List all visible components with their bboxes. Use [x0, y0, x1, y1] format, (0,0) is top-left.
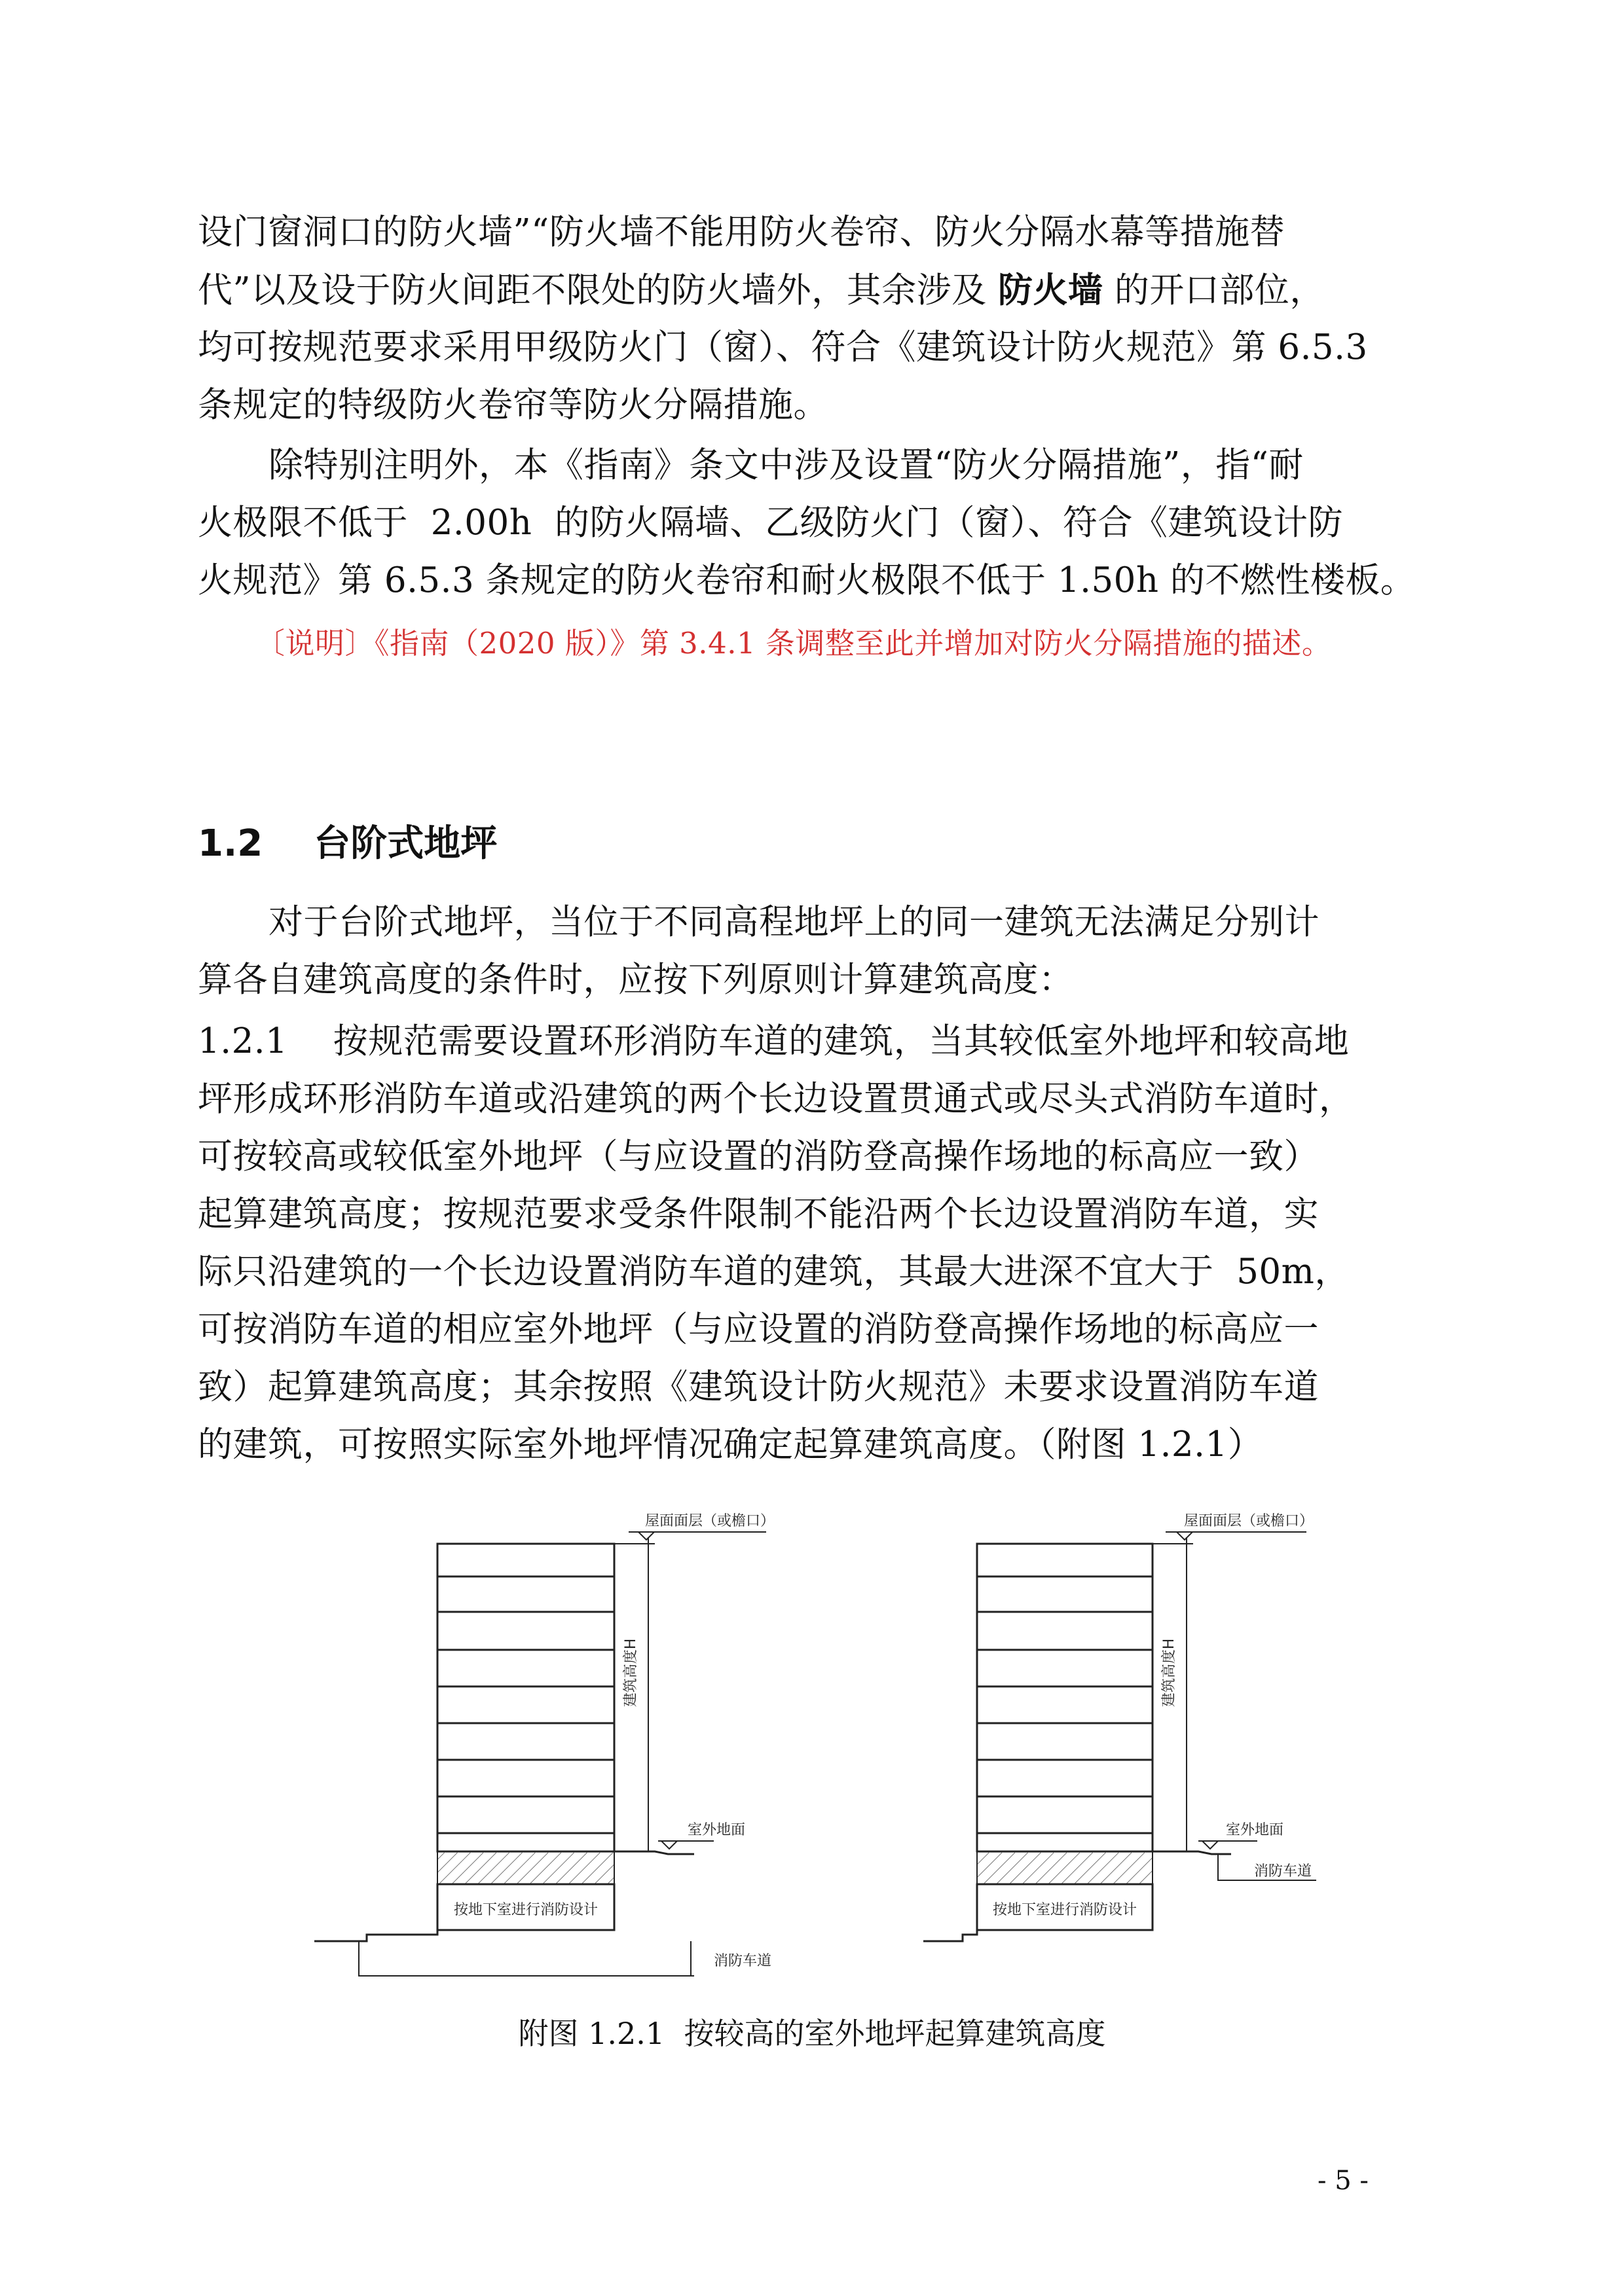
paragraph3-line-2: 算各自建筑高度的条件时，应按下列原则计算建筑高度：: [198, 960, 1074, 1000]
floor-lines-right: [977, 1576, 1153, 1833]
paragraph2-line-2: 火极限不低于 2.00h 的防火隔墙、乙级防火门（窗）、符合《建筑设计防: [198, 503, 1344, 543]
paragraph1-line-2-text: 代”以及设于防火间距不限处的防火墙外，其余涉及: [198, 270, 987, 310]
paragraph1-line-1: 设门窗洞口的防火墙”“防火墙不能用防火卷帘、防火分隔水幕等措施替: [198, 212, 1285, 252]
upper-ground-right: [1153, 1851, 1231, 1854]
section-title: 台阶式地坪: [314, 822, 498, 865]
road-leader-left: [359, 1941, 694, 1976]
ground-label-left: 室外地面: [688, 1822, 746, 1838]
section-number: 1.2: [198, 822, 263, 865]
roof-label-left: 屋面面层（或檐口）: [645, 1513, 775, 1529]
paragraph1-line-4: 条规定的特级防火卷帘等防火分隔措施。: [198, 385, 828, 425]
figure-building-height-diagram: [0, 1506, 1624, 1977]
hatched-band-left: [437, 1851, 614, 1884]
clause-line-5: 际只沿建筑的一个长边设置消防车道的建筑，其最大进深不宜大于 50m，: [198, 1252, 1350, 1292]
paragraph1-line-2-tail: 的开口部位，: [1114, 270, 1325, 310]
lower-ground-right: [923, 1930, 977, 1941]
revision-note: 〔说明〕《指南（2020 版）》第 3.4.1 条调整至此并增加对防火分隔措施的描述。: [255, 626, 1332, 661]
lower-ground-left: [314, 1930, 437, 1941]
diagram-left: [314, 1513, 775, 1976]
roof-level-marker-left: [638, 1532, 654, 1540]
page-number: - 5 -: [1318, 2166, 1369, 2196]
paragraph3-line-1: 对于台阶式地坪，当位于不同高程地坪上的同一建筑无法满足分别计: [268, 902, 1320, 942]
ground-label-right: 室外地面: [1226, 1822, 1284, 1838]
building-body-left: [437, 1544, 614, 1851]
basement-label-right: 按地下室进行消防设计: [992, 1902, 1137, 1918]
clause-line-6: 可按消防车道的相应室外地坪（与应设置的消防登高操作场地的标高应一: [198, 1309, 1319, 1349]
clause-line-4: 起算建筑高度；按规范要求受条件限制不能沿两个长边设置消防车道，实: [198, 1194, 1319, 1234]
bold-term-firewall: 防火墙: [997, 270, 1103, 310]
roof-label-right: 屋面面层（或檐口）: [1184, 1513, 1314, 1529]
clause-line-7: 致）起算建筑高度；其余按照《建筑设计防火规范》未要求设置消防车道: [198, 1367, 1319, 1407]
upper-ground-left: [614, 1851, 694, 1854]
basement-label-left: 按地下室进行消防设计: [453, 1902, 599, 1918]
figure-caption: 附图 1.2.1 按较高的室外地坪起算建筑高度: [518, 2016, 1106, 2051]
paragraph1-line-2: [198, 267, 1325, 314]
paragraph1-line-3: 均可按规范要求采用甲级防火门（窗）、符合《建筑设计防火规范》第 6.5.3: [198, 327, 1368, 367]
roof-level-marker-right: [1177, 1532, 1192, 1540]
clause-line-3: 可按较高或较低室外地坪（与应设置的消防登高操作场地的标高应一致）: [198, 1137, 1319, 1176]
clause-line-8: 的建筑，可按照实际室外地坪情况确定起算建筑高度。（附图 1.2.1）: [198, 1425, 1263, 1465]
road-label-right: 消防车道: [1254, 1863, 1312, 1880]
section-heading: [198, 814, 497, 867]
diagram-right: [923, 1513, 1316, 1941]
clause-line-2: 坪形成环形消防车道或沿建筑的两个长边设置贯通式或尽头式消防车道时，: [198, 1079, 1354, 1119]
ground-level-marker-left: [661, 1841, 677, 1849]
height-label-right: 建筑高度H: [1161, 1638, 1177, 1707]
building-body-right: [977, 1544, 1153, 1851]
ground-level-marker-right: [1202, 1841, 1218, 1849]
floor-lines-left: [437, 1576, 614, 1833]
hatched-band-right: [977, 1851, 1153, 1884]
clause-line-1: 1.2.1 按规范需要设置环形消防车道的建筑，当其较低室外地坪和较高地: [198, 1021, 1350, 1061]
height-label-left: 建筑高度H: [623, 1638, 639, 1707]
road-label-left: 消防车道: [714, 1953, 772, 1969]
paragraph2-line-3: 火规范》第 6.5.3 条规定的防火卷帘和耐火极限不低于 1.50h 的不燃性楼板。: [198, 560, 1416, 600]
paragraph2-line-1: 除特别注明外，本《指南》条文中涉及设置“防火分隔措施”，指“耐: [268, 445, 1304, 485]
